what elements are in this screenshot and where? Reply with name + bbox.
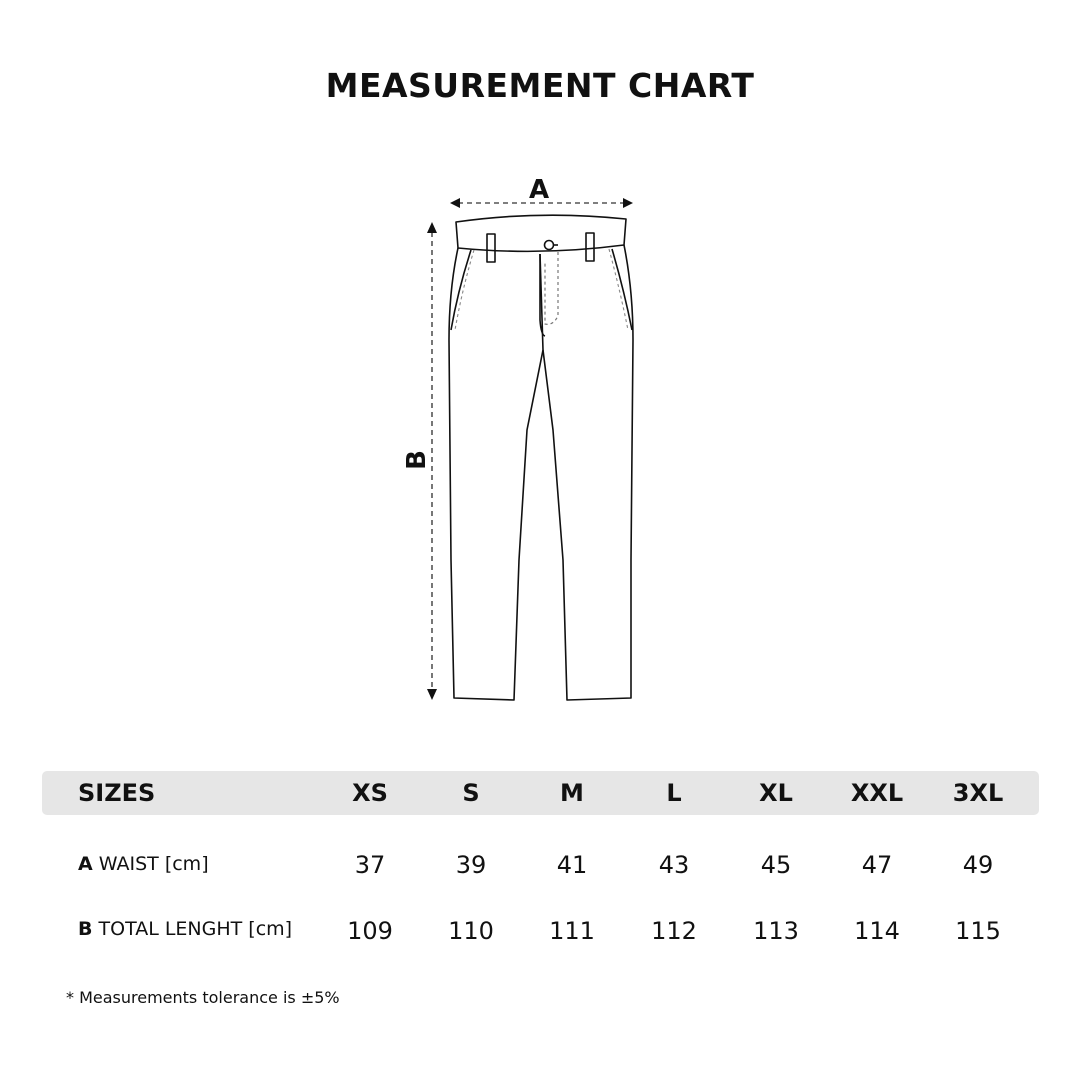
waist-marker: A — [528, 175, 550, 205]
waist-value: 47 — [861, 851, 893, 879]
waist-value: 45 — [760, 851, 792, 879]
page-title: MEASUREMENT CHART — [325, 66, 755, 105]
waist-value: 39 — [455, 851, 487, 879]
waist-value: 43 — [658, 851, 690, 879]
sizes-header-label: SIZES — [78, 779, 156, 807]
length-row-text: TOTAL LENGHT [cm] — [98, 918, 293, 940]
tolerance-note: * Measurements tolerance is ±5% — [66, 988, 340, 1007]
length-dimension — [402, 222, 437, 700]
length-value: 113 — [753, 917, 799, 945]
size-header-xs: XS — [352, 779, 388, 807]
size-header-xl: XL — [759, 779, 793, 807]
size-header-3xl: 3XL — [952, 779, 1004, 807]
trousers-diagram — [395, 170, 655, 710]
length-value: 112 — [651, 917, 697, 945]
length-value: 110 — [448, 917, 494, 945]
size-header-l: L — [666, 779, 682, 807]
waist-row-label — [78, 853, 209, 875]
waist-value: 49 — [962, 851, 994, 879]
waist-dimension — [450, 175, 633, 208]
length-row-letter: B — [78, 918, 93, 940]
length-marker: B — [402, 450, 432, 470]
size-header-s: S — [462, 779, 480, 807]
length-row-label — [78, 918, 292, 940]
size-header-xxl: XXL — [850, 779, 904, 807]
waist-value: 37 — [354, 851, 386, 879]
length-value: 109 — [347, 917, 393, 945]
waist-row-text: WAIST [cm] — [98, 853, 209, 875]
length-value: 114 — [854, 917, 900, 945]
length-value: 111 — [549, 917, 595, 945]
length-value: 115 — [955, 917, 1001, 945]
size-header-m: M — [560, 779, 584, 807]
waist-row-letter: A — [78, 853, 93, 875]
trousers-outline — [449, 215, 633, 700]
waist-value: 41 — [556, 851, 588, 879]
